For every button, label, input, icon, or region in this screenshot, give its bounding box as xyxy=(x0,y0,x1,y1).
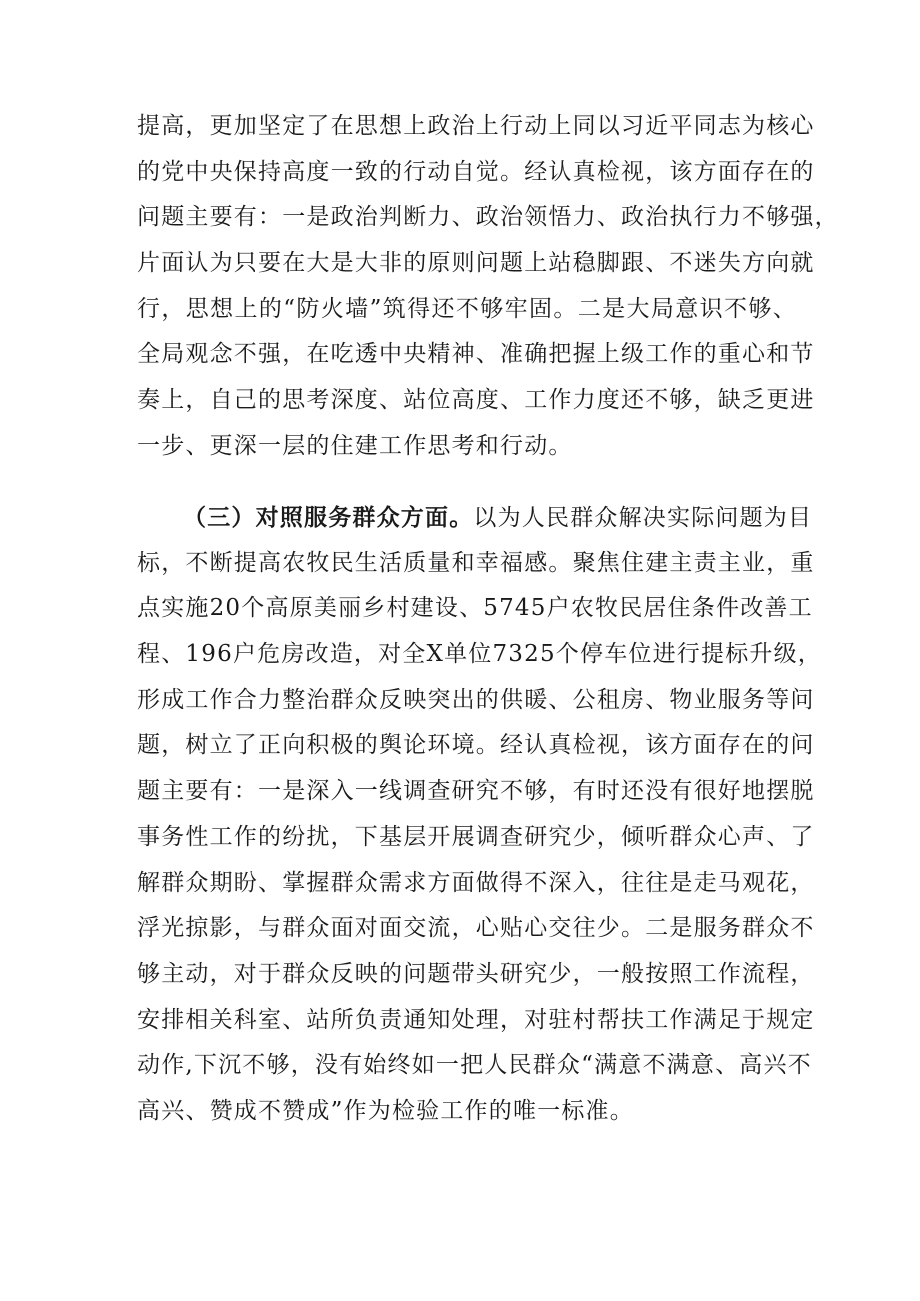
paragraph-line: 的党中央保持高度一致的行动自觉。经认真检视，该方面存在的 xyxy=(137,158,815,185)
paragraph-first-line-text: 以为人民群众解决实际问题为目 xyxy=(473,505,813,531)
paragraph-line: 片面认为只要在大是大非的原则问题上站稳脚跟、不迷失方向就 xyxy=(137,250,815,277)
paragraph-line: 事务性工作的纷扰，下基层开展调查研究少，倾听群众心声、了 xyxy=(137,823,815,850)
paragraph-line: 形成工作合力整治群众反映突出的供暖、公租房、物业服务等问 xyxy=(137,686,815,713)
paragraph-line: 标，不断提高农牧民生活质量和幸福感。聚焦住建主责主业，重 xyxy=(137,549,815,576)
paragraph-line: 程、196户危房改造，对全X单位7325个停车位进行提标升级， xyxy=(137,641,823,668)
paragraph-line: 一步、更深一层的住建工作思考和行动。 xyxy=(137,432,573,459)
paragraph-line: 奏上，自己的思考深度、站位高度、工作力度还不够，缺乏更进 xyxy=(137,387,815,414)
paragraph-line: 安排相关科室、站所负责通知处理，对驻村帮扶工作满足于规定 xyxy=(137,1006,815,1033)
paragraph-line: 动作,下沉不够，没有始终如一把人民群众“满意不满意、高兴不 xyxy=(137,1052,812,1079)
paragraph-political-awareness xyxy=(137,104,839,470)
paragraph-line: 浮光掠影，与群众面对面交流，心贴心交往少。二是服务群众不 xyxy=(137,915,815,942)
section-heading: （三）对照服务群众方面。 xyxy=(183,504,474,531)
paragraph-line: 高兴、赞成不赞成”作为检验工作的唯一标准。 xyxy=(137,1097,634,1124)
paragraph-first-line xyxy=(137,495,813,541)
paragraph-line: 够主动，对于群众反映的问题带头研究少，一般按照工作流程， xyxy=(137,960,815,987)
paragraph-line: 行，思想上的“防火墙”筑得还不够牢固。二是大局意识不够、 xyxy=(137,295,797,322)
paragraph-line: 全局观念不强，在吃透中央精神、准确把握上级工作的重心和节 xyxy=(137,341,815,368)
paragraph-serving-the-masses xyxy=(137,495,823,1135)
paragraph-line: 提高，更加坚定了在思想上政治上行动上同以习近平同志为核心 xyxy=(137,113,815,139)
paragraph-line: 题，树立了正向积极的舆论环境。经认真检视，该方面存在的问 xyxy=(137,732,815,759)
paragraph-line: 点实施20个高原美丽乡村建设、5745户农牧民居住条件改善工 xyxy=(137,595,813,622)
paragraph-line: 解群众期盼、掌握群众需求方面做得不深入，往往是走马观花， xyxy=(137,869,815,896)
paragraph-line: 问题主要有：一是政治判断力、政治领悟力、政治执行力不够强， xyxy=(137,204,839,231)
paragraph-line: 题主要有：一是深入一线调查研究不够，有时还没有很好地摆脱 xyxy=(137,778,815,805)
